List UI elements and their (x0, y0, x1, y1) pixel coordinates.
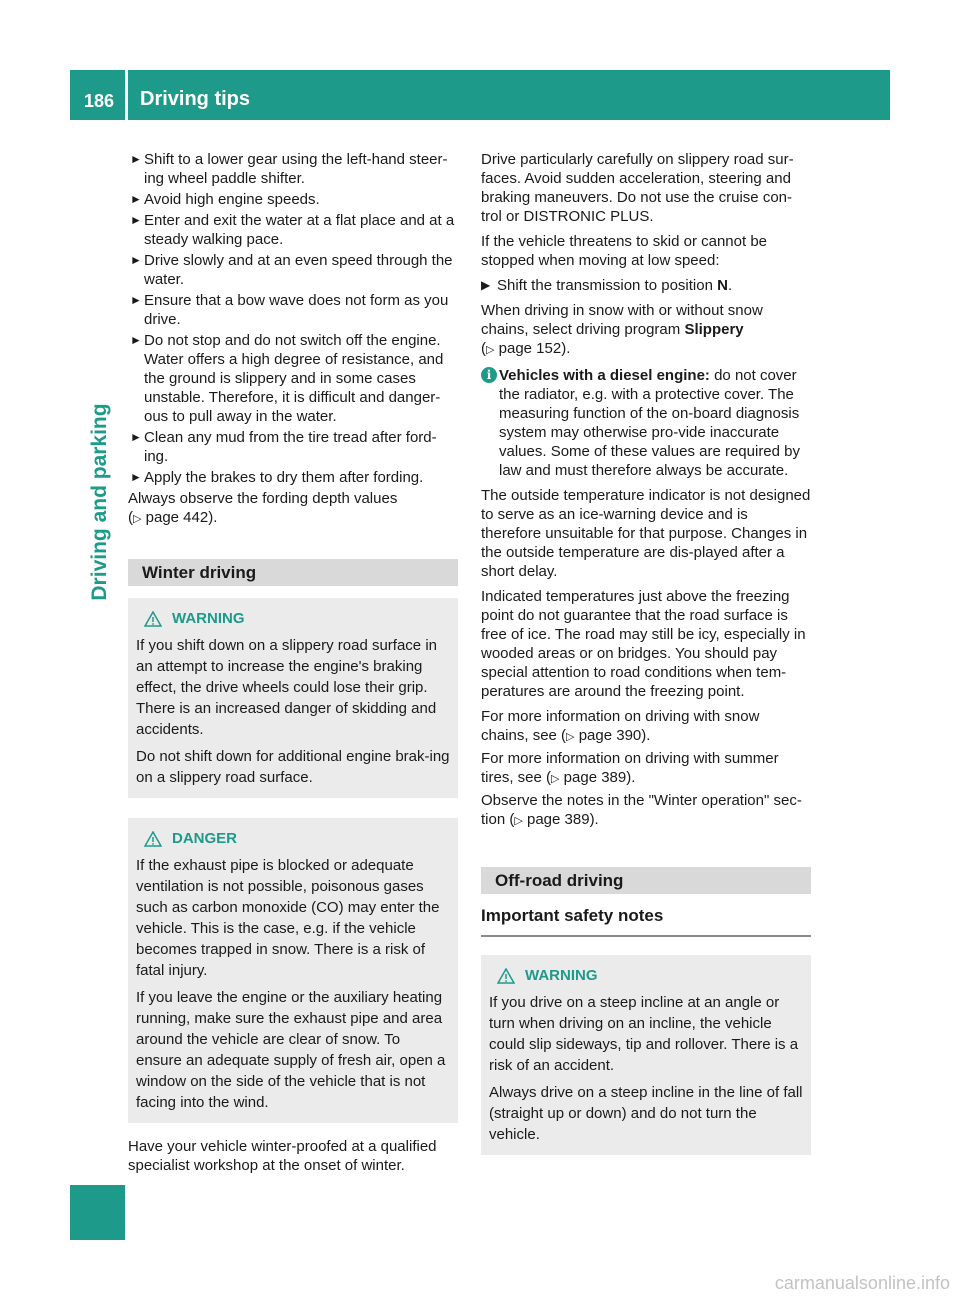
freezing-point-text: Indicated temperatures just above the freezing point do not guarantee that the road surface is free of ice. The road may still be icy, especially in wooded areas or on bridges. You should pay special attention to road conditions when tem-peratures are around the freezing point. (481, 588, 806, 700)
list-item: ► Drive slowly and at an even speed through the water. (130, 252, 453, 288)
warning-triangle-icon (497, 968, 515, 984)
bullet-icon: ► (130, 152, 142, 166)
info-icon: i (481, 367, 497, 383)
step-arrow-icon: ▶ (481, 278, 491, 292)
page-ref-link[interactable]: page 390). (578, 727, 651, 744)
page-ref-link[interactable]: page 442). (145, 509, 218, 526)
snow-program-text: When driving in snow with or without snow chains, select driving program Slippery (▷ page 152). (481, 302, 763, 357)
skid-condition-text: If the vehicle threatens to skid or cannot be stopped when moving at low speed: (481, 233, 768, 269)
warning-title: WARNING (172, 610, 245, 627)
side-tab-label: Driving and parking (88, 403, 111, 601)
info-heading: Vehicles with a diesel engine: (499, 367, 710, 384)
warning-box (128, 598, 458, 798)
danger-box (128, 818, 458, 1123)
section-title: Driving tips (140, 88, 251, 110)
side-tab (80, 395, 120, 615)
danger-text: If you leave the engine or the auxiliary heating running, make sure the exhaust pipe and area around the vehicle are clear of snow. To ensure an adequate supply of fresh air, open a window on the side of the vehicle that is not facing into the wind. (136, 989, 446, 1111)
winterproof-note: Have your vehicle winter-proofed at a qualified specialist workshop at the onset of winter. (128, 1138, 437, 1174)
fording-depth-note: Always observe the fording depth values (▷ page 442). (128, 490, 398, 526)
warning-text: Do not shift down for additional engine brak-ing on a slippery road surface. (136, 748, 450, 786)
list-item: ► Ensure that a bow wave does not form as you drive. (130, 292, 449, 328)
list-item: ► Apply the brakes to dry them after fording. (130, 469, 424, 486)
list-item: ► Shift to a lower gear using the left-hand steer-ing wheel paddle shifter. (130, 151, 448, 187)
fording-bullet-list (128, 150, 458, 487)
bullet-icon: ► (130, 430, 142, 444)
page-number: 186 (84, 91, 115, 111)
bullet-icon: ► (130, 293, 142, 307)
list-item: ► Clean any mud from the tire tread after ford-ing. (130, 429, 437, 465)
winter-operation-ref: Observe the notes in the "Winter operation" sec-tion (▷ page 389). (481, 792, 802, 828)
winter-driving-heading: Winter driving (128, 559, 458, 586)
slippery-road-text: Drive particularly carefully on slippery road sur-faces. Avoid sudden acceleration, steering and braking maneuvers. Do not use the cruise con-trol or DISTRONIC PLUS. (481, 151, 794, 225)
warning-triangle-icon (144, 611, 162, 627)
page-ref-link[interactable]: page 389). (527, 811, 599, 828)
bullet-icon: ► (130, 253, 142, 267)
header-divider (125, 70, 128, 120)
program-name: Slippery (684, 321, 744, 338)
bullet-icon: ► (130, 192, 142, 206)
danger-title: DANGER (172, 830, 238, 847)
side-tab-marker (70, 1185, 125, 1240)
instruction-step: ▶ Shift the transmission to position N. (481, 277, 733, 294)
summer-tires-ref: For more information on driving with summer tires, see (▷ page 389). (481, 750, 779, 786)
page-ref-link[interactable]: page 389). (563, 769, 636, 786)
list-item: ► Enter and exit the water at a flat place and at a steady walking pace. (130, 212, 455, 248)
left-column (128, 150, 458, 1181)
list-item: ► Avoid high engine speeds. (130, 191, 320, 208)
snow-chains-ref: For more information on driving with snow chains, see (▷ page 390). (481, 708, 760, 744)
page-ref-icon: ▷ (486, 344, 495, 356)
safety-notes-heading: Important safety notes (481, 906, 811, 937)
warning-box (481, 955, 811, 1155)
bullet-icon: ► (130, 333, 142, 347)
watermark: carmanualsonline.info (774, 1273, 950, 1293)
warning-title: WARNING (525, 967, 598, 984)
gear-position: N (717, 277, 728, 294)
temperature-indicator-text: The outside temperature indicator is not designed to serve as an ice-warning device and is therefore unsuitable for that purpose. Changes in the outside temperature are dis-played after a short delay. (481, 487, 811, 580)
page-ref-icon: ▷ (133, 513, 142, 525)
page-ref-icon: ▷ (566, 731, 575, 743)
danger-text: If the exhaust pipe is blocked or adequate ventilation is not possible, poisonous gases such as carbon monoxide (CO) may enter the vehicle. This is the case, e.g. if the vehicle becomes trapped in snow. There is a risk of fatal injury. (136, 857, 440, 979)
warning-text: Always drive on a steep incline in the line of fall (straight up or down) and do not turn the vehicle. (489, 1084, 803, 1143)
page-ref-link[interactable]: page 152). (498, 340, 571, 357)
list-item: ► Do not stop and do not switch off the engine. Water offers a high degree of resistance, and the ground is slippery and in some cases unstable. Therefore, it is difficult and danger-ous to pull away in the water. (130, 332, 444, 425)
bullet-icon: ► (130, 470, 142, 484)
right-column (481, 150, 811, 1169)
offroad-heading: Off-road driving (481, 867, 811, 894)
warning-text: If you shift down on a slippery road surface in an attempt to increase the engine's braking effect, the drive wheels could lose their grip. There is an increased danger of skidding and accidents. (136, 637, 437, 738)
warning-text: If you drive on a steep incline at an angle or turn when driving on an incline, the vehicle could slip sideways, tip and rollover. There is a risk of an accident. (489, 994, 799, 1074)
page-ref-icon: ▷ (551, 773, 560, 785)
bullet-icon: ► (130, 213, 142, 227)
page-ref-icon: ▷ (514, 815, 523, 827)
warning-triangle-icon (144, 831, 162, 847)
diesel-info-note: i Vehicles with a diesel engine: do not cover the radiator, e.g. with a protective cover. The measuring function of the on-board diagnosis system may otherwise pro-vide inaccurate values. Some of these values are required by law and must therefore always be accurate. (481, 366, 811, 480)
